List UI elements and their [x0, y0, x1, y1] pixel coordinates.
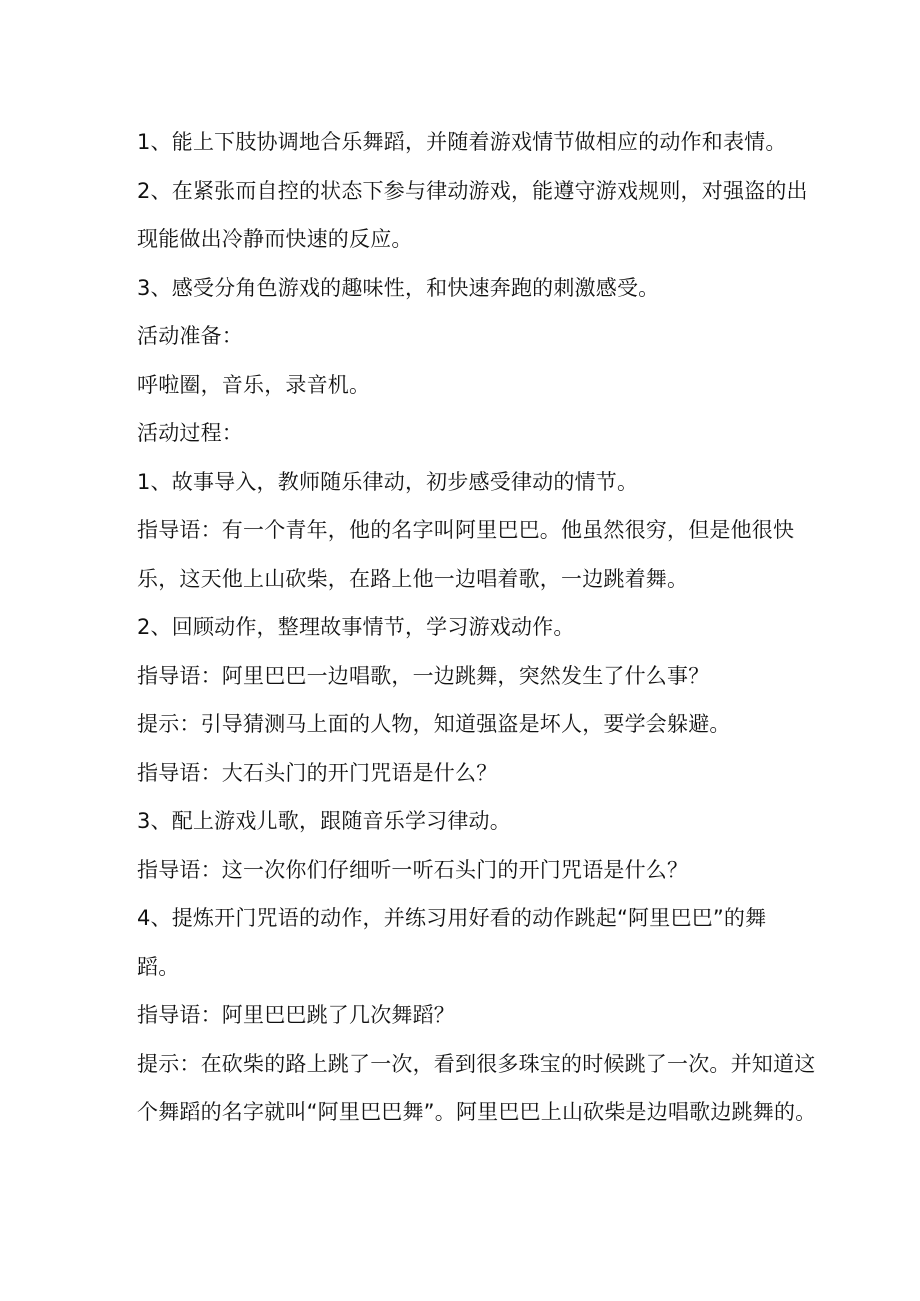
document-body [137, 118, 817, 1137]
text-line: 呼啦圈，音乐，录音机。 [137, 372, 371, 397]
text-line: 蹈。 [137, 954, 180, 979]
text-line: 3、感受分角色游戏的趣味性，和快速奔跑的刺激感受。 [137, 275, 660, 300]
text-line: 指导语：阿里巴巴一边唱歌，一边跳舞，突然发生了什么事？ [137, 663, 710, 688]
text-line: 指导语：这一次你们仔细听一听石头门的开门咒语是什么？ [137, 857, 689, 882]
text-line: 1、能上下肢协调地合乐舞蹈，并随着游戏情节做相应的动作和表情。 [137, 130, 787, 154]
text-line: 现能做出冷静而快速的反应。 [137, 227, 413, 251]
text-line: 3、配上游戏儿歌，跟随音乐学习律动。 [137, 809, 511, 833]
text-line: 2、在紧张而自控的状态下参与律动游戏，能遵守游戏规则，对强盗的出 [137, 178, 808, 203]
text-line: 个舞蹈的名字就叫“阿里巴巴舞”。阿里巴巴上山砍柴是边唱歌边跳舞的。 [137, 1100, 817, 1124]
text-line: 1、故事导入，教师随乐律动，初步感受律动的情节。 [137, 469, 639, 494]
text-line: 4、提炼开门咒语的动作，并练习用好看的动作跳起“阿里巴巴”的舞 [137, 906, 767, 930]
section-heading: 活动准备： [137, 324, 243, 348]
text-line: 指导语：大石头门的开门咒语是什么？ [137, 760, 498, 785]
text-line: 乐，这天他上山砍柴，在路上他一边唱着歌，一边跳着舞。 [137, 566, 689, 591]
text-line: 提示：在砍柴的路上跳了一次，看到很多珠宝的时候跳了一次。并知道这 [137, 1051, 816, 1076]
text-line: 指导语：阿里巴巴跳了几次舞蹈？ [137, 1003, 455, 1027]
text-line: 指导语：有一个青年，他的名字叫阿里巴巴。他虽然很穷，但是他很快 [137, 518, 795, 542]
section-heading: 活动过程： [137, 421, 243, 445]
text-line: 2、回顾动作，整理故事情节，学习游戏动作。 [137, 615, 575, 639]
text-line: 提示：引导猜测马上面的人物，知道强盗是坏人，要学会躲避。 [137, 712, 731, 736]
